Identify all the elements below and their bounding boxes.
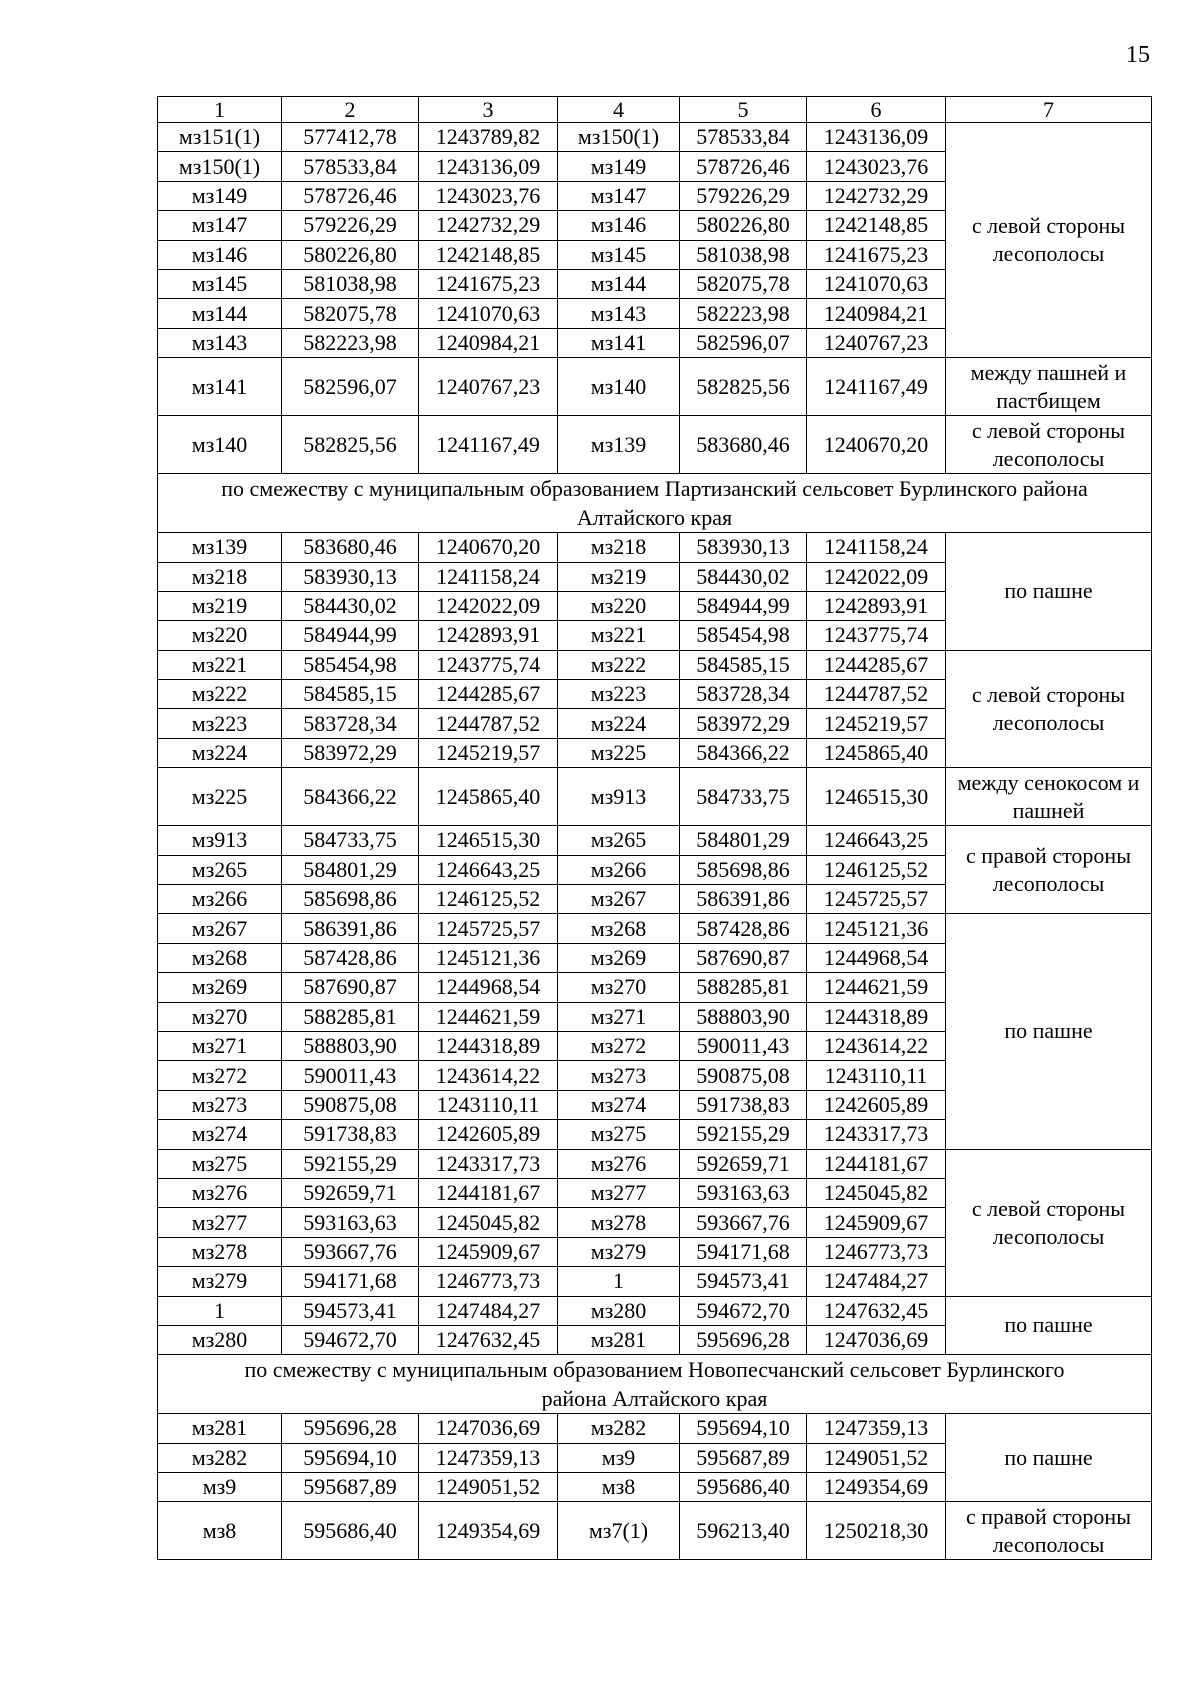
cell-from-point: мз265 <box>158 855 282 884</box>
cell-from-y: 1246125,52 <box>419 885 558 914</box>
cell-from-y: 1243110,11 <box>419 1090 558 1119</box>
cell-to-y: 1243614,22 <box>807 1031 946 1060</box>
cell-from-x: 582825,56 <box>282 416 419 474</box>
cell-from-y: 1244181,67 <box>419 1178 558 1207</box>
cell-from-x: 584366,22 <box>282 768 419 826</box>
cell-from-y: 1245725,57 <box>419 914 558 943</box>
cell-to-x: 583728,34 <box>680 680 807 709</box>
cell-from-y: 1242605,89 <box>419 1120 558 1149</box>
cell-to-x: 584430,02 <box>680 562 807 591</box>
cell-to-x: 580226,80 <box>680 211 807 240</box>
cell-to-y: 1244621,59 <box>807 973 946 1002</box>
cell-from-y: 1245121,36 <box>419 943 558 972</box>
cell-from-point: мз221 <box>158 650 282 679</box>
cell-from-y: 1242148,85 <box>419 240 558 269</box>
cell-from-y: 1244968,54 <box>419 973 558 1002</box>
cell-to-x: 594171,68 <box>680 1237 807 1266</box>
cell-to-y: 1244787,52 <box>807 680 946 709</box>
cell-to-y: 1245909,67 <box>807 1208 946 1237</box>
cell-to-point: 1 <box>558 1267 680 1296</box>
cell-boundary-description: по пашне <box>946 1414 1152 1502</box>
cell-to-point: мз276 <box>558 1149 680 1178</box>
cell-to-x: 588803,90 <box>680 1002 807 1031</box>
cell-to-point: мз267 <box>558 885 680 914</box>
table-row <box>158 358 1152 416</box>
cell-to-point: мз149 <box>558 152 680 181</box>
cell-to-point: мз144 <box>558 269 680 298</box>
cell-to-x: 583930,13 <box>680 533 807 562</box>
cell-to-x: 584801,29 <box>680 826 807 855</box>
table-row <box>158 533 1152 562</box>
cell-to-x: 594573,41 <box>680 1267 807 1296</box>
cell-to-x: 595696,28 <box>680 1325 807 1354</box>
cell-from-x: 595687,89 <box>282 1473 419 1502</box>
cell-to-x: 583972,29 <box>680 709 807 738</box>
cell-to-x: 582825,56 <box>680 358 807 416</box>
cell-to-y: 1245121,36 <box>807 914 946 943</box>
cell-boundary-description: по пашне <box>946 1296 1152 1355</box>
cell-from-point: мз223 <box>158 709 282 738</box>
cell-from-point: мз281 <box>158 1414 282 1443</box>
cell-from-x: 583972,29 <box>282 738 419 767</box>
cell-from-point: мз280 <box>158 1325 282 1354</box>
cell-from-point: мз220 <box>158 621 282 650</box>
cell-to-y: 1247359,13 <box>807 1414 946 1443</box>
cell-from-x: 581038,98 <box>282 269 419 298</box>
cell-from-x: 594672,70 <box>282 1325 419 1354</box>
cell-to-y: 1247632,45 <box>807 1296 946 1325</box>
cell-from-x: 586391,86 <box>282 914 419 943</box>
cell-to-y: 1243317,73 <box>807 1120 946 1149</box>
cell-from-y: 1242022,09 <box>419 591 558 620</box>
cell-to-x: 592155,29 <box>680 1120 807 1149</box>
header-col-5: 5 <box>680 97 807 123</box>
cell-to-point: мз282 <box>558 1414 680 1443</box>
cell-from-point: мз149 <box>158 181 282 210</box>
cell-from-y: 1246773,73 <box>419 1267 558 1296</box>
cell-to-point: мз143 <box>558 299 680 328</box>
cell-from-x: 582223,98 <box>282 328 419 357</box>
cell-from-x: 583728,34 <box>282 709 419 738</box>
cell-to-point: мз280 <box>558 1296 680 1325</box>
table-row <box>158 1296 1152 1325</box>
table-row <box>158 914 1152 943</box>
cell-from-point: мз913 <box>158 826 282 855</box>
cell-from-y: 1243789,82 <box>419 123 558 152</box>
cell-from-x: 587690,87 <box>282 973 419 1002</box>
cell-from-y: 1242893,91 <box>419 621 558 650</box>
cell-from-x: 580226,80 <box>282 240 419 269</box>
cell-to-point: мз220 <box>558 591 680 620</box>
cell-to-x: 590875,08 <box>680 1061 807 1090</box>
cell-from-x: 584430,02 <box>282 591 419 620</box>
cell-to-x: 594672,70 <box>680 1296 807 1325</box>
cell-from-point: мз282 <box>158 1443 282 1472</box>
cell-from-y: 1245045,82 <box>419 1208 558 1237</box>
cell-to-x: 591738,83 <box>680 1090 807 1119</box>
header-row <box>158 97 1152 123</box>
cell-to-y: 1245725,57 <box>807 885 946 914</box>
cell-from-y: 1241158,24 <box>419 562 558 591</box>
cell-to-y: 1242732,29 <box>807 181 946 210</box>
cell-from-y: 1241167,49 <box>419 416 558 474</box>
cell-boundary-description: с правой стороны лесополосы <box>946 1502 1152 1560</box>
cell-to-x: 584366,22 <box>680 738 807 767</box>
cell-from-x: 577412,78 <box>282 123 419 152</box>
header-col-4: 4 <box>558 97 680 123</box>
table-header <box>158 97 1152 123</box>
cell-from-y: 1245865,40 <box>419 768 558 826</box>
cell-to-point: мз266 <box>558 855 680 884</box>
cell-from-point: мз266 <box>158 885 282 914</box>
cell-to-y: 1245045,82 <box>807 1178 946 1207</box>
cell-from-point: мз274 <box>158 1120 282 1149</box>
section-row <box>158 474 1152 533</box>
cell-to-point: мз913 <box>558 768 680 826</box>
cell-from-x: 587428,86 <box>282 943 419 972</box>
cell-to-y: 1240670,20 <box>807 416 946 474</box>
cell-boundary-description: с левой стороны лесополосы <box>946 123 1152 358</box>
cell-to-y: 1242893,91 <box>807 591 946 620</box>
cell-boundary-description: по пашне <box>946 533 1152 651</box>
cell-from-x: 578533,84 <box>282 152 419 181</box>
cell-from-x: 585454,98 <box>282 650 419 679</box>
cell-from-point: мз218 <box>158 562 282 591</box>
cell-to-x: 581038,98 <box>680 240 807 269</box>
cell-boundary-description: между сенокосом и пашней <box>946 768 1152 826</box>
section-heading: по смежеству с муниципальным образованием Новопесчанский сельсовет Бурлинского района Алтайского края <box>158 1355 1152 1414</box>
table-row <box>158 416 1152 474</box>
cell-from-x: 579226,29 <box>282 211 419 240</box>
cell-to-y: 1242605,89 <box>807 1090 946 1119</box>
cell-to-y: 1241167,49 <box>807 358 946 416</box>
cell-to-point: мз221 <box>558 621 680 650</box>
cell-to-x: 584733,75 <box>680 768 807 826</box>
cell-to-point: мз145 <box>558 240 680 269</box>
cell-from-y: 1240670,20 <box>419 533 558 562</box>
cell-to-y: 1247484,27 <box>807 1267 946 1296</box>
cell-to-y: 1249051,52 <box>807 1443 946 1472</box>
cell-boundary-description: по пашне <box>946 914 1152 1149</box>
cell-from-y: 1241675,23 <box>419 269 558 298</box>
cell-from-x: 595694,10 <box>282 1443 419 1472</box>
cell-to-x: 587690,87 <box>680 943 807 972</box>
table-row <box>158 826 1152 855</box>
cell-to-y: 1240767,23 <box>807 328 946 357</box>
cell-to-point: мз9 <box>558 1443 680 1472</box>
cell-from-point: мз139 <box>158 533 282 562</box>
cell-to-point: мз7(1) <box>558 1502 680 1560</box>
cell-boundary-description: между пашней и пастбищем <box>946 358 1152 416</box>
cell-to-y: 1246515,30 <box>807 768 946 826</box>
header-col-6: 6 <box>807 97 946 123</box>
cell-from-x: 588803,90 <box>282 1031 419 1060</box>
cell-to-y: 1244285,67 <box>807 650 946 679</box>
cell-from-x: 591738,83 <box>282 1120 419 1149</box>
cell-from-y: 1243317,73 <box>419 1149 558 1178</box>
cell-to-point: мз278 <box>558 1208 680 1237</box>
cell-from-y: 1249051,52 <box>419 1473 558 1502</box>
cell-to-point: мз279 <box>558 1237 680 1266</box>
cell-from-point: мз219 <box>158 591 282 620</box>
header-col-2: 2 <box>282 97 419 123</box>
cell-from-y: 1247484,27 <box>419 1296 558 1325</box>
cell-boundary-description: с правой стороны лесополосы <box>946 826 1152 914</box>
cell-from-y: 1244285,67 <box>419 680 558 709</box>
cell-to-y: 1244181,67 <box>807 1149 946 1178</box>
cell-from-x: 583680,46 <box>282 533 419 562</box>
cell-from-point: мз141 <box>158 358 282 416</box>
cell-to-point: мз265 <box>558 826 680 855</box>
cell-boundary-description: с левой стороны лесополосы <box>946 416 1152 474</box>
cell-from-point: мз8 <box>158 1502 282 1560</box>
cell-from-x: 592155,29 <box>282 1149 419 1178</box>
cell-to-point: мз271 <box>558 1002 680 1031</box>
cell-to-y: 1246643,25 <box>807 826 946 855</box>
cell-to-x: 578726,46 <box>680 152 807 181</box>
cell-from-y: 1240984,21 <box>419 328 558 357</box>
cell-to-x: 592659,71 <box>680 1149 807 1178</box>
cell-from-y: 1243136,09 <box>419 152 558 181</box>
cell-to-x: 595686,40 <box>680 1473 807 1502</box>
cell-from-point: мз225 <box>158 768 282 826</box>
cell-from-point: 1 <box>158 1296 282 1325</box>
cell-to-x: 595687,89 <box>680 1443 807 1472</box>
cell-from-point: мз151(1) <box>158 123 282 152</box>
cell-from-y: 1247359,13 <box>419 1443 558 1472</box>
table-row <box>158 1414 1152 1443</box>
cell-from-x: 595686,40 <box>282 1502 419 1560</box>
cell-from-y: 1243023,76 <box>419 181 558 210</box>
cell-from-x: 588285,81 <box>282 1002 419 1031</box>
cell-from-point: мз144 <box>158 299 282 328</box>
cell-to-x: 585698,86 <box>680 855 807 884</box>
cell-from-x: 592659,71 <box>282 1178 419 1207</box>
cell-from-y: 1249354,69 <box>419 1502 558 1560</box>
cell-to-point: мз218 <box>558 533 680 562</box>
cell-from-y: 1247632,45 <box>419 1325 558 1354</box>
cell-to-x: 578533,84 <box>680 123 807 152</box>
cell-to-point: мз224 <box>558 709 680 738</box>
table-row <box>158 1149 1152 1178</box>
cell-from-x: 584801,29 <box>282 855 419 884</box>
cell-from-x: 584944,99 <box>282 621 419 650</box>
cell-to-point: мз222 <box>558 650 680 679</box>
cell-to-x: 587428,86 <box>680 914 807 943</box>
cell-to-x: 595694,10 <box>680 1414 807 1443</box>
cell-to-point: мз272 <box>558 1031 680 1060</box>
cell-from-x: 578726,46 <box>282 181 419 210</box>
cell-from-point: мз146 <box>158 240 282 269</box>
cell-to-point: мз273 <box>558 1061 680 1090</box>
cell-from-x: 582596,07 <box>282 358 419 416</box>
page-number: 15 <box>1126 42 1150 68</box>
cell-to-y: 1249354,69 <box>807 1473 946 1502</box>
cell-from-point: мз267 <box>158 914 282 943</box>
cell-to-point: мз277 <box>558 1178 680 1207</box>
header-col-3: 3 <box>419 97 558 123</box>
cell-to-x: 584944,99 <box>680 591 807 620</box>
cell-to-x: 582596,07 <box>680 328 807 357</box>
cell-from-x: 584585,15 <box>282 680 419 709</box>
cell-to-point: мз141 <box>558 328 680 357</box>
table-row <box>158 123 1152 152</box>
cell-to-y: 1242148,85 <box>807 211 946 240</box>
cell-to-x: 584585,15 <box>680 650 807 679</box>
cell-from-y: 1240767,23 <box>419 358 558 416</box>
section-row <box>158 1355 1152 1414</box>
cell-boundary-description: с левой стороны лесополосы <box>946 1149 1152 1296</box>
cell-to-point: мз275 <box>558 1120 680 1149</box>
cell-from-point: мз147 <box>158 211 282 240</box>
cell-from-point: мз278 <box>158 1237 282 1266</box>
cell-to-point: мз270 <box>558 973 680 1002</box>
cell-from-x: 590875,08 <box>282 1090 419 1119</box>
cell-to-point: мз219 <box>558 562 680 591</box>
cell-from-point: мз270 <box>158 1002 282 1031</box>
cell-to-y: 1240984,21 <box>807 299 946 328</box>
cell-to-point: мз8 <box>558 1473 680 1502</box>
cell-from-y: 1243775,74 <box>419 650 558 679</box>
cell-to-y: 1246773,73 <box>807 1237 946 1266</box>
cell-from-point: мз269 <box>158 973 282 1002</box>
cell-to-x: 588285,81 <box>680 973 807 1002</box>
cell-to-y: 1241675,23 <box>807 240 946 269</box>
cell-from-x: 593667,76 <box>282 1237 419 1266</box>
cell-to-y: 1242022,09 <box>807 562 946 591</box>
cell-from-y: 1247036,69 <box>419 1414 558 1443</box>
cell-from-y: 1246643,25 <box>419 855 558 884</box>
cell-from-y: 1241070,63 <box>419 299 558 328</box>
cell-from-x: 590011,43 <box>282 1061 419 1090</box>
cell-from-x: 595696,28 <box>282 1414 419 1443</box>
cell-from-x: 584733,75 <box>282 826 419 855</box>
cell-from-point: мз275 <box>158 1149 282 1178</box>
cell-to-point: мз146 <box>558 211 680 240</box>
cell-from-y: 1246515,30 <box>419 826 558 855</box>
cell-to-x: 579226,29 <box>680 181 807 210</box>
cell-from-x: 585698,86 <box>282 885 419 914</box>
cell-to-x: 596213,40 <box>680 1502 807 1560</box>
cell-from-point: мз9 <box>158 1473 282 1502</box>
cell-from-point: мз224 <box>158 738 282 767</box>
table-body <box>158 123 1152 1560</box>
header-col-1: 1 <box>158 97 282 123</box>
cell-to-y: 1243136,09 <box>807 123 946 152</box>
header-col-7: 7 <box>946 97 1152 123</box>
table-row <box>158 1502 1152 1560</box>
cell-to-point: мз140 <box>558 358 680 416</box>
section-heading: по смежеству с муниципальным образованием Партизанский сельсовет Бурлинского района Алтайского края <box>158 474 1152 533</box>
cell-to-point: мз223 <box>558 680 680 709</box>
cell-to-x: 582075,78 <box>680 269 807 298</box>
cell-to-point: мз269 <box>558 943 680 972</box>
cell-to-y: 1244968,54 <box>807 943 946 972</box>
cell-from-y: 1244621,59 <box>419 1002 558 1031</box>
cell-to-y: 1243023,76 <box>807 152 946 181</box>
table-row <box>158 768 1152 826</box>
cell-from-point: мз279 <box>158 1267 282 1296</box>
cell-from-point: мз273 <box>158 1090 282 1119</box>
cell-from-point: мз222 <box>158 680 282 709</box>
cell-from-point: мз145 <box>158 269 282 298</box>
cell-to-point: мз268 <box>558 914 680 943</box>
cell-to-y: 1250218,30 <box>807 1502 946 1560</box>
cell-to-point: мз274 <box>558 1090 680 1119</box>
cell-to-point: мз139 <box>558 416 680 474</box>
cell-from-point: мз150(1) <box>158 152 282 181</box>
cell-from-point: мз271 <box>158 1031 282 1060</box>
cell-from-y: 1245219,57 <box>419 738 558 767</box>
cell-to-y: 1247036,69 <box>807 1325 946 1354</box>
cell-to-y: 1245865,40 <box>807 738 946 767</box>
cell-from-point: мз268 <box>158 943 282 972</box>
cell-from-y: 1245909,67 <box>419 1237 558 1266</box>
cell-to-y: 1241070,63 <box>807 269 946 298</box>
cell-to-x: 593163,63 <box>680 1178 807 1207</box>
cell-to-point: мз281 <box>558 1325 680 1354</box>
cell-to-point: мз225 <box>558 738 680 767</box>
cell-to-y: 1245219,57 <box>807 709 946 738</box>
boundary-table <box>157 96 1152 1560</box>
cell-to-x: 593667,76 <box>680 1208 807 1237</box>
cell-to-y: 1243110,11 <box>807 1061 946 1090</box>
cell-from-x: 583930,13 <box>282 562 419 591</box>
cell-from-y: 1244318,89 <box>419 1031 558 1060</box>
cell-from-x: 594171,68 <box>282 1267 419 1296</box>
cell-from-x: 593163,63 <box>282 1208 419 1237</box>
cell-from-y: 1243614,22 <box>419 1061 558 1090</box>
cell-from-point: мз272 <box>158 1061 282 1090</box>
cell-to-y: 1241158,24 <box>807 533 946 562</box>
cell-from-point: мз143 <box>158 328 282 357</box>
cell-to-x: 583680,46 <box>680 416 807 474</box>
cell-to-point: мз150(1) <box>558 123 680 152</box>
cell-to-point: мз147 <box>558 181 680 210</box>
cell-to-y: 1244318,89 <box>807 1002 946 1031</box>
cell-from-x: 594573,41 <box>282 1296 419 1325</box>
cell-to-y: 1246125,52 <box>807 855 946 884</box>
cell-from-point: мз277 <box>158 1208 282 1237</box>
cell-from-point: мз276 <box>158 1178 282 1207</box>
cell-to-x: 585454,98 <box>680 621 807 650</box>
cell-from-y: 1244787,52 <box>419 709 558 738</box>
cell-to-x: 590011,43 <box>680 1031 807 1060</box>
cell-to-y: 1243775,74 <box>807 621 946 650</box>
cell-from-y: 1242732,29 <box>419 211 558 240</box>
cell-from-point: мз140 <box>158 416 282 474</box>
cell-to-x: 586391,86 <box>680 885 807 914</box>
cell-from-x: 582075,78 <box>282 299 419 328</box>
cell-to-x: 582223,98 <box>680 299 807 328</box>
cell-boundary-description: с левой стороны лесополосы <box>946 650 1152 768</box>
table-row <box>158 650 1152 679</box>
